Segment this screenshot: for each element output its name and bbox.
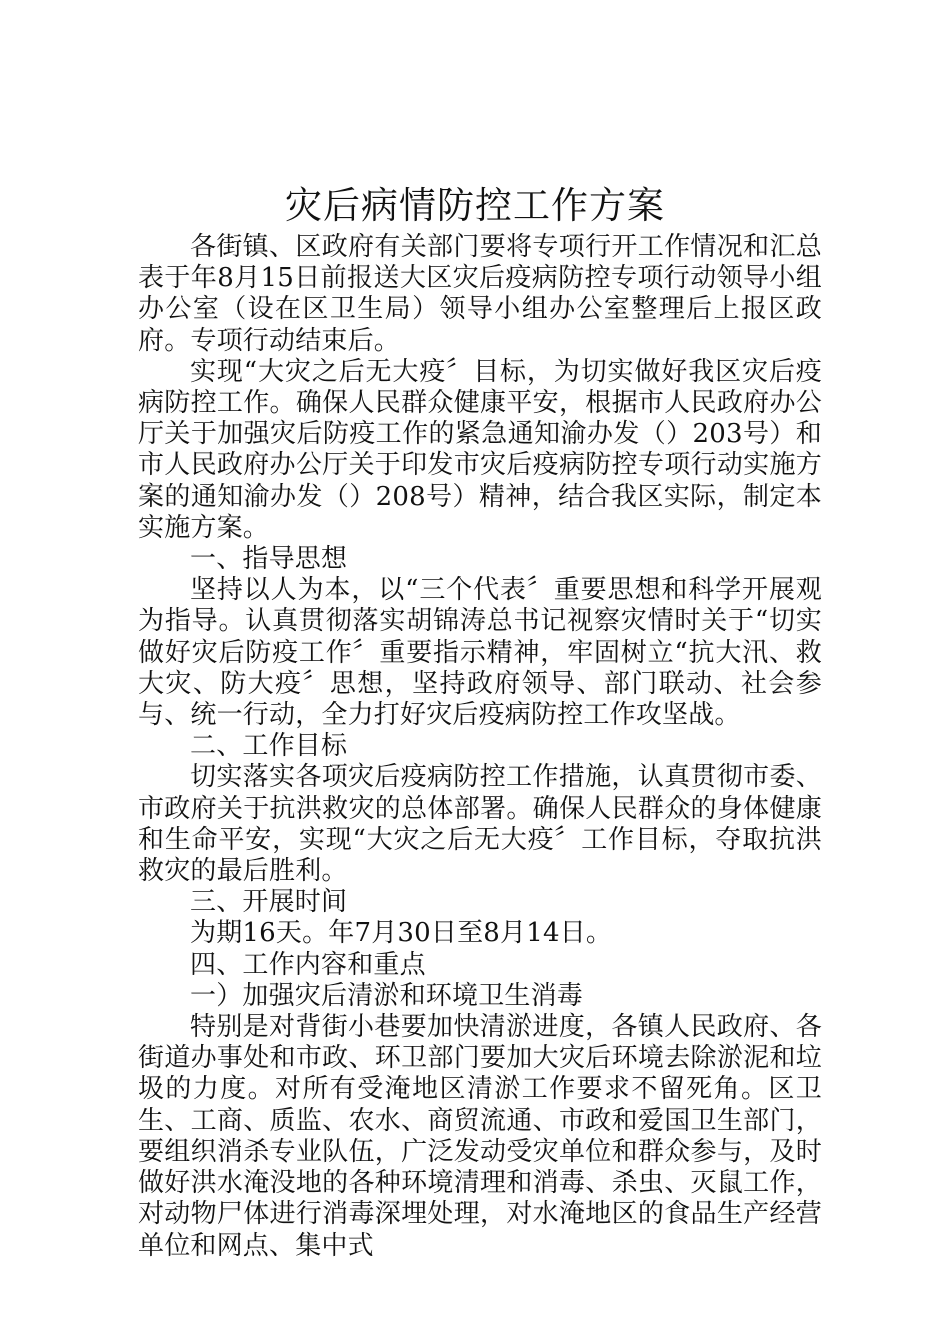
- subsection-heading-cleanup: 一）加强灾后清淤和环境卫生消毒: [190, 980, 584, 1011]
- paragraph-cleanup: 特别是对背街小巷要加快清淤进度，各镇人民政府、各街道办事处和市政、环卫部门要加大灾后环境去除淤泥和垃圾的力度。对所有受淹地区清淤工作要求不留死角。区卫生、工商、质监、农水、商贸流通、市政和爱国卫生部门，要组织消杀专业队伍，广泛发动受灾单位和群众参与，及时做好洪水淹没地的各种环境清理和消毒、杀虫、灭鼠工作，对动物尸体进行消毒深埋处理，对水淹地区的食品生产经营单位和网点、集中式: [138, 1012, 822, 1261]
- paragraph-submission-notice: 各街镇、区政府有关部门要将专项行开工作情况和汇总表于年8月15日前报送大区灾后疫病防控专项行动领导小组办公室（设在区卫生局）领导小组办公室整理后上报区政府。专项行动结束后。: [138, 232, 822, 356]
- paragraph-guiding-ideology: 坚持以人为本，以“三个代表〞重要思想和科学开展观为指导。认真贯彻落实胡锦涛总书记视察灾情时关于“切实做好灾后防疫工作〞重要指示精神，牢固树立“抗大汛、救大灾、防大疫〞思想，坚持政府领导、部门联动、社会参与、统一行动，全力打好灾后疫病防控工作攻坚战。: [138, 575, 822, 731]
- document-body: [138, 232, 822, 1262]
- section-heading-timeframe: 三、开展时间: [190, 887, 348, 918]
- document-title: 灾后病情防控工作方案: [285, 184, 665, 227]
- section-heading-work-goals: 二、工作目标: [190, 731, 348, 762]
- paragraph-work-goals: 切实落实各项灾后疫病防控工作措施，认真贯彻市委、市政府关于抗洪救灾的总体部署。确保人民群众的身体健康和生命平安，实现“大灾之后无大疫〞工作目标，夺取抗洪救灾的最后胜利。: [138, 762, 822, 887]
- paragraph-timeframe: 为期16天。年7月30日至8月14日。: [190, 918, 613, 949]
- section-heading-guiding-ideology: 一、指导思想: [190, 544, 348, 575]
- paragraph-purpose: 实现“大灾之后无大疫〞目标，为切实做好我区灾后疫病防控工作。确保人民群众健康平安，根据市人民政府办公厅关于加强灾后防疫工作的紧急通知渝办发（）203号）和市人民政府办公厅关于印发市灾后疫病防控专项行动实施方案的通知渝办发（）208号）精神，结合我区实际，制定本实施方案。: [138, 356, 822, 543]
- section-heading-work-content: 四、工作内容和重点: [190, 949, 426, 980]
